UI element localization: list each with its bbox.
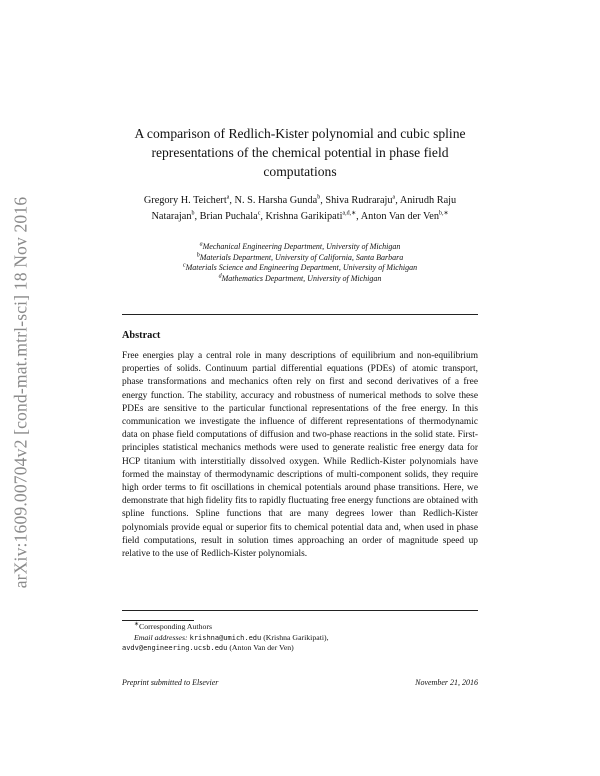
email-link-1[interactable]: krishna@umich.edu [189, 633, 262, 642]
paper-title: A comparison of Redlich-Kister polynomial and cubic spline representations of the chemical potential in phase field computations [134, 126, 466, 179]
author-list [122, 193, 478, 225]
author: Krishna Garikipati$^{a,d,∗}$, [265, 210, 361, 222]
abstract-heading: Abstract [122, 330, 161, 341]
author: Brian Puchala$^c$, [199, 210, 266, 222]
affiliation: $^a$Mechanical Engineering Department, University of Michigan [199, 241, 401, 251]
bottom-divider [122, 610, 478, 611]
affiliation: $^d$Mathematics Department, University of Michigan [218, 272, 382, 283]
footnote-divider [122, 620, 194, 621]
author: N. S. Harsha Gunda$^b$, [234, 194, 326, 206]
affiliation-list [118, 242, 482, 284]
preprint-journal: Preprint submitted to Elsevier [122, 678, 219, 687]
author: Anirudh Raju Natarajan$^b$, [151, 195, 457, 222]
affiliation: $^b$Materials Department, University of California, Santa Barbara [196, 251, 404, 262]
preprint-date: November 21, 2016 [415, 678, 478, 687]
preprint-line [122, 678, 478, 687]
arxiv-identifier-text: arXiv:1609.00704v2 [cond-mat.mtrl-sci] 18 Nov 2016 [10, 196, 31, 588]
email-link-2[interactable]: avdv@engineering.ucsb.edu [122, 644, 228, 653]
corresponding-note: ∗Corresponding Authors [134, 621, 213, 631]
footnote [122, 622, 478, 654]
abstract-body: Free energies play a central role in many descriptions of equilibrium and non-equilibrium properties of solids. Continuum partial differential equations (PDEs) of atomic transport, phase transformations and mechanics often rely on first and second derivatives of a free energy function. The stability, accuracy and robustness of numerical methods to solve these PDEs are sensitive to the particular functional representations of the free energy. In this communication we investigate the influence of different representations of thermodynamic data on phase field computations of diffusion and two-phase reactions in the solid state. First-principles statistical mechanics methods were used to generate realistic free energy data for HCP titanium with interstitially dissolved oxygen. While Redlich-Kister polynomials have formed the mainstay of thermodynamic descriptions of multi-component solids, they require high order terms to fit oscillations in chemical potentials around phase transitions. Here, we demonstrate that high fidelity fits to rapidly fluctuating free energy functions are obtained with spline functions. Spline functions that are many degrees lower than Redlich-Kister polynomials provide equal or superior fits to chemical potential data and, when used in phase field computations, result in solution times approaching an order of magnitude speed up relative to the use of Redlich-Kister polynomials. [122, 351, 478, 560]
author: Gregory H. Teichert$^a$, [143, 194, 235, 206]
arxiv-identifier [6, 132, 36, 652]
author: Shiva Rudraraju$^a$, [325, 194, 400, 206]
email-line-2: avdv@engineering.ucsb.edu (Anton Van der Ven) [122, 643, 294, 653]
affiliation: $^c$Materials Science and Engineering Department, University of Michigan [182, 262, 418, 272]
author: Anton Van der Ven$^{b,∗}$ [360, 210, 449, 222]
email-line: Email addresses: krishna@umich.edu (Krishna Garikipati), [134, 632, 329, 642]
top-divider [122, 314, 478, 315]
